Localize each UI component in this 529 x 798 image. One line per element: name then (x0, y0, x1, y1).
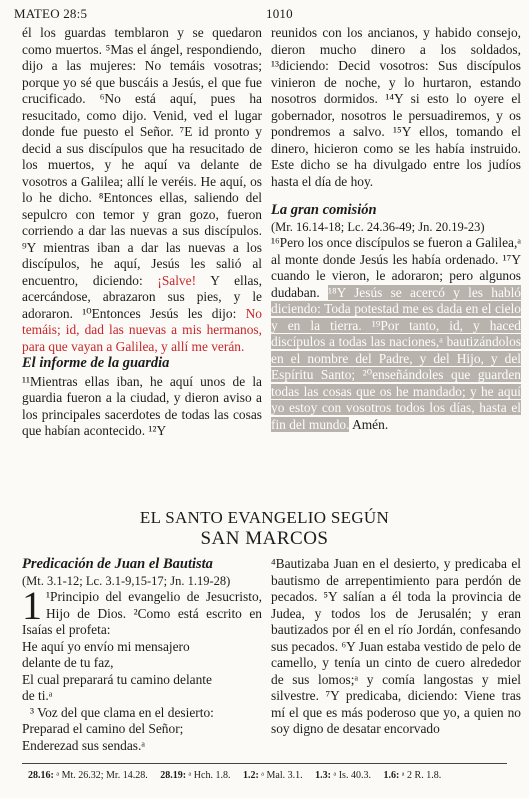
footnote-ref: 1.2: (242, 770, 259, 781)
book-title-line2: SAN MARCOS (200, 528, 329, 549)
poem-line: El cual preparará tu camino delante (22, 671, 212, 687)
marcos-1-1-2 (22, 583, 262, 639)
marcos-1-4-7: ⁴Bautizaba Juan en el desierto, y predicaba el bautismo de arrepentimiento para perdón de pecados. ⁵Y salían a él toda la provincia de Judea, y todos los de Jerusalén; y eran bautizados por él en el río Jordán, confesando sus pecados. ⁶Y Juan estaba vestido de pelo de camello, y tenía un cinto de cuero alrededor de sus lomos;ᵃ y comía langostas y miel silvestre. ⁷Y predicaba, diciendo: Viene tras mí el que es más poderoso que yo, a quien no soy digno de desatar encorvado (271, 556, 521, 736)
footnote-ref: 28.19: (160, 770, 187, 781)
footnote-ref: 1.3: (315, 770, 331, 781)
footnote-ref: 28.16: (28, 770, 54, 781)
footnote-text: ᵃ Is. 40.3. (333, 770, 371, 781)
section-heading: La gran comisión (271, 202, 377, 218)
words-of-jesus: No temáis; id, dad las nuevas a mis hermanos, para que vayan a Galilea, y allí me verán. (22, 305, 262, 354)
footnotes (28, 770, 508, 781)
verse-text: ¹Principio del evangelio de Jesucristo, Hijo de Dios. ²Como está escrito en Isaías el profeta: (22, 589, 262, 637)
verse-text: ¹⁶Pero los once discípulos se fueron a Galilea,ᵃ al monte donde Jesús les había ordenado. ¹⁷Y cuando le vieron, le adoraron; pero algunos dudaban. (271, 235, 521, 300)
poem-line: delante de tu faz, (22, 655, 114, 670)
poem-line: Preparad el camino del Señor; (22, 721, 184, 736)
running-header (14, 6, 515, 24)
book-title-line1: EL SANTO EVANGELIO SEGÚN (139, 508, 390, 527)
words-of-jesus: ¡Salve! (157, 272, 197, 288)
section-heading: El informe de la guardia (22, 355, 170, 371)
mateo-28-16-20 (271, 235, 521, 433)
mateo-28-12-15: reunidos con los ancianos, y habido consejo, dieron mucho dinero a los soldados, ¹³diciendo: Decid vosotros: Sus discípulos vinieron de noche, y lo hurtaron, estando nosotros dormidos. ¹⁴Y si esto lo oyere el gobernador, nosotros le persuadiremos, y os pondremos a salvo. ¹⁵Y ellos, tomando el dinero, hicieron como se les había instruido. Este dicho se ha divulgado entre los judíos hasta el día de hoy. (271, 25, 521, 189)
footnote-text: ᵃ Hch. 1.8. (188, 770, 231, 781)
footnote-text: ᵃ Mal. 3.1. (261, 770, 303, 781)
page-number: 1010 (266, 6, 293, 21)
footnote-text: ᵃ Mt. 26.32; Mr. 14.28. (56, 770, 148, 781)
marcos-right-column (271, 556, 521, 738)
verse-text: Amén. (349, 416, 389, 432)
chapter-number: 1 (22, 583, 42, 628)
footnote-rule (22, 763, 507, 764)
section-heading: Predicación de Juan el Bautista (22, 556, 213, 572)
marcos-left-column (22, 556, 262, 754)
poem-line: He aquí yo envío mi mensajero (22, 638, 190, 654)
left-column (22, 25, 262, 440)
mateo-28-11-12: ¹¹Mientras ellas iban, he aquí unos de la guardia fueron a la ciudad, y dieron aviso a los principales sacerdotes de todas las cosas que habían acontecido. ¹²Y (22, 373, 262, 438)
verse-text: él los guardas temblaron y se quedaron como muertos. ⁵Mas el ángel, respondiendo, dijo a las mujeres: No temáis vosotras; porque yo sé que buscáis a Jesús, el que fue crucificado. ⁶No está aquí, pues ha resucitado, como dijo. Venid, ved el lugar donde fue puesto el Señor. ⁷E id pronto y decid a sus discípulos que ha resucitado de los muertos, y he aquí va delante de vosotros a Galilea; allí le veréis. He aquí, os lo he dicho. ⁸Entonces ellas, saliendo del sepulcro con temor y gran gozo, fueron corriendo a dar las nuevas a sus discípulos. ⁹Y mientras iban a dar las nuevas a los discípulos, he aquí, Jesús les salió al encuentro, diciendo: (22, 25, 262, 288)
verse-text: Y ellas, acercándose, abrazaron sus pies, y le adoraron. ¹⁰Entonces Jesús les dijo: (22, 272, 262, 321)
highlighted-passage: ¹⁸Y Jesús se acercó y les habló diciendo: Toda potestad me es dada en el cielo y en la tierra. ¹⁹Por tanto, id, y haced discípulos a todas las naciones,ᵃ bautizándolos en el nombre del Padre, y del Hijo, y del Espíritu Santo; ²⁰enseñándoles que guarden todas las cosas que os he mandado; y he aquí yo estoy con vosotros todos los días, hasta el fin del mundo. (271, 284, 521, 432)
footnote-text: ᵃ 2 R. 1.8. (401, 770, 442, 781)
poem-line: de ti.ᵃ (22, 688, 53, 703)
cross-reference: (Mr. 16.14-18; Lc. 24.36-49; Jn. 20.19-23) (271, 219, 485, 234)
footnote-ref: 1.6: (383, 770, 400, 781)
mateo-28-5-10 (22, 25, 262, 355)
cross-reference: (Mt. 3.1-12; Lc. 3.1-9,15-17; Jn. 1.19-28) (22, 573, 231, 588)
poem-line: ³ Voz del que clama en el desierto: (30, 704, 214, 720)
right-column (271, 25, 521, 433)
book-reference: MATEO 28:5 (14, 6, 88, 21)
poem-line: Enderezad sus sendas.ᵃ (22, 737, 146, 753)
